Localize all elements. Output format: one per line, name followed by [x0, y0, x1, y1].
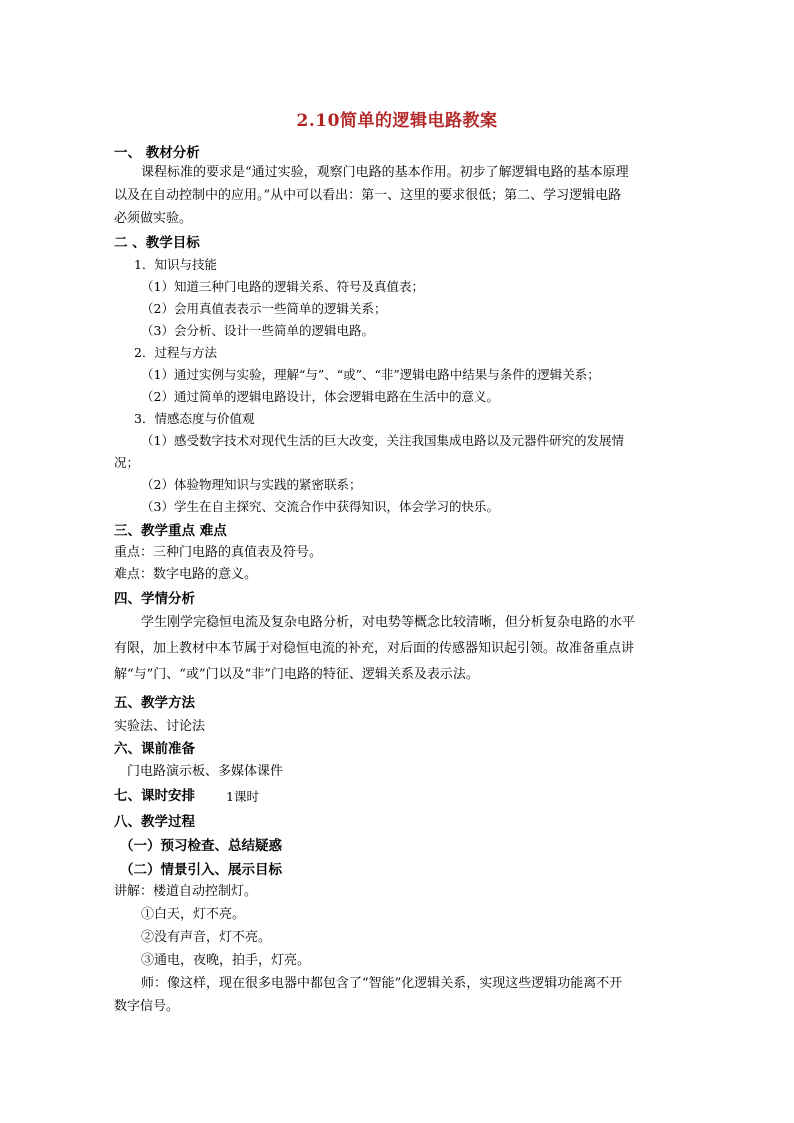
list-item: （3）学生在自主探究、交流合作中获得知识，体会学习的快乐。 [141, 499, 499, 514]
list-item: ①白天，灯不亮。 [141, 907, 246, 922]
list-item: （1）感受数字技术对现代生活的巨大改变，关注我国集成电路以及元器件研究的发展情 [141, 433, 624, 448]
subsection-heading: （一）预习检查、总结疑惑 [120, 838, 282, 854]
list-item-continued: 况； [114, 455, 140, 470]
list-item: ③通电，夜晚，拍手，灯亮。 [141, 953, 311, 968]
subsection-heading: （二）情景引入、展示目标 [120, 862, 282, 878]
section-heading: 八、教学过程 [114, 814, 195, 830]
section-heading: 二 、教学目标 [114, 235, 200, 251]
subsection-heading: 3．情感态度与价值观 [134, 411, 255, 426]
subsection-heading: 1．知识与技能 [134, 257, 217, 272]
list-item: （2）体验物理知识与实践的紧密联系； [141, 477, 362, 492]
list-item: （3）会分析、设计一些简单的逻辑电路。 [141, 323, 374, 338]
paragraph-line: 以及在自动控制中的应用。”从中可以看出：第一、这里的要求很低；第二、学习逻辑电路 [114, 188, 622, 203]
paragraph-line: 师：像这样，现在很多电器中都包含了“智能”化逻辑关系，实现这些逻辑功能离不开 [141, 976, 623, 991]
list-item: （1）通过实例与实验，理解“与”、“或”、“非”逻辑电路中结果与条件的逻辑关系； [141, 367, 600, 382]
paragraph-line: 数字信号。 [114, 999, 180, 1014]
section-heading: 三、教学重点 难点 [114, 523, 227, 539]
section-heading: 五、教学方法 [114, 695, 195, 711]
section-heading: 六、课前准备 [114, 741, 195, 757]
preparation-text: 门电路演示板、多媒体课件 [127, 764, 284, 779]
section-heading: 一、 教材分析 [114, 145, 200, 161]
document-title: 2.10简单的逻辑电路教案 [296, 111, 498, 131]
class-hours: 1课时 [226, 789, 259, 804]
paragraph-line: 讲解：楼道自动控制灯。 [114, 884, 258, 899]
method-text: 实验法、讨论法 [114, 719, 206, 734]
paragraph-line: 课程标准的要求是“通过实验，观察门电路的基本作用。初步了解逻辑电路的基本原理 [141, 165, 629, 180]
section-heading: 七、课时安排 [114, 788, 195, 804]
section-heading: 四、学情分析 [114, 591, 195, 607]
difficult-point: 难点：数字电路的意义。 [114, 567, 258, 582]
list-item: （2）通过简单的逻辑电路设计，体会逻辑电路在生活中的意义。 [141, 389, 499, 404]
paragraph-line: 学生刚学完稳恒电流及复杂电路分析，对电势等概念比较清晰，但分析复杂电路的水平 [141, 615, 636, 630]
list-item: ②没有声音，灯不亮。 [141, 930, 272, 945]
paragraph-line: 必须做实验。 [114, 211, 193, 226]
paragraph-line: 解“与”门、“或”门以及“非”门电路的特征、逻辑关系及表示法。 [114, 667, 479, 682]
subsection-heading: 2．过程与方法 [134, 345, 217, 360]
list-item: （1）知道三种门电路的逻辑关系、符号及真值表； [141, 279, 424, 294]
key-point: 重点：三种门电路的真值表及符号。 [114, 545, 323, 560]
paragraph-line: 有限，加上教材中本节属于对稳恒电流的补充，对后面的传感器知识起引领。故准备重点讲 [114, 641, 635, 656]
list-item: （2）会用真值表表示一些简单的逻辑关系； [141, 301, 387, 316]
